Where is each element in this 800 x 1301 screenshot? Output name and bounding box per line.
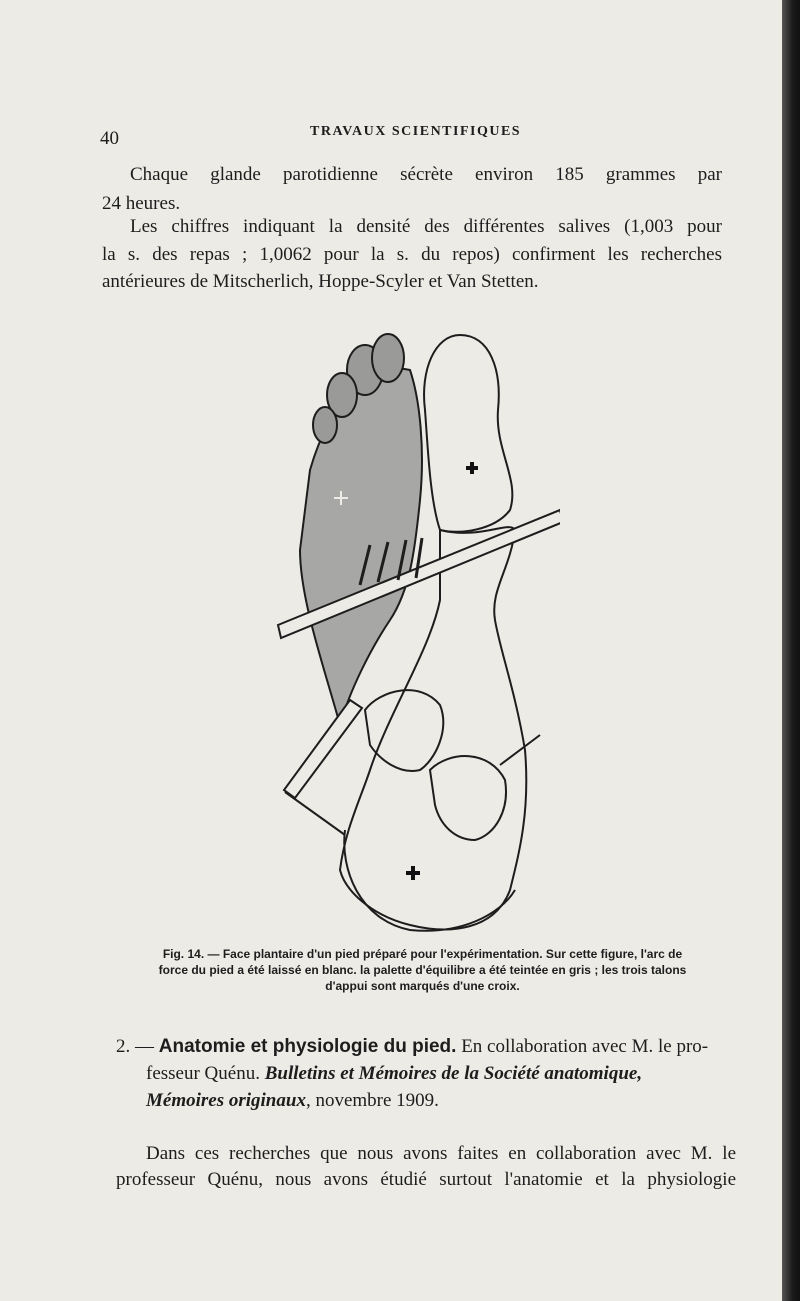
lower-rod xyxy=(284,700,362,798)
section-title: Anatomie et physiologie du pied. xyxy=(158,1036,457,1057)
running-title: TRAVAUX SCIENTIFIQUES xyxy=(310,124,522,139)
intro-line-1: Chaque glande parotidienne sécrète environ 185 grammes par xyxy=(130,164,722,185)
intro-line-2: 24 heures. xyxy=(102,193,181,214)
section-line-2 xyxy=(146,1063,642,1085)
intro-line-5: antérieures de Mitscherlich, Hoppe-Scyler et Van Stetten. xyxy=(102,271,539,292)
body-line-2: professeur Quénu, nous avons étudié surtout l'anatomie et la physiologie xyxy=(116,1169,736,1190)
page-header xyxy=(100,124,725,154)
section-heading-line xyxy=(116,1036,708,1058)
section-number: 2. — xyxy=(116,1036,154,1057)
scan-edge-shadow xyxy=(782,0,800,1301)
section-line2-a: fesseur Quénu. xyxy=(146,1063,265,1084)
page-number: 40 xyxy=(100,128,119,149)
toe-gray-4 xyxy=(313,407,337,443)
caption-line-3: d'appui sont marqués d'une croix. xyxy=(325,979,520,993)
caption-line-2: force du pied a été laissé en blanc. la palette d'équilibre a été teintée en gris ; les trois talons xyxy=(158,963,687,977)
section-line3-b: , novembre 1909. xyxy=(305,1090,439,1111)
body-line-1: Dans ces recherches que nous avons faites en collaboration avec M. le xyxy=(146,1143,736,1164)
section-line-3 xyxy=(146,1090,439,1112)
section-line1-rest: En collaboration avec M. le pro- xyxy=(456,1036,709,1057)
foot-illustration xyxy=(270,330,560,940)
intro-line-3: Les chiffres indiquant la densité des différentes salives (1,003 pour xyxy=(130,216,722,237)
section-line3-a: Mémoires originaux xyxy=(146,1090,306,1111)
figure-caption xyxy=(110,946,735,994)
big-toe xyxy=(424,335,512,532)
intro-line-4: la s. des repas ; 1,0062 pour la s. du repos) confirment les recherches xyxy=(102,244,722,265)
toe-gray-2 xyxy=(372,334,404,382)
section-line2-b: Bulletins et Mémoires de la Société anatomique, xyxy=(264,1063,643,1084)
caption-line-1: Fig. 14. — Face plantaire d'un pied préparé pour l'expérimentation. Sur cette figure, l'arc de xyxy=(162,947,683,961)
